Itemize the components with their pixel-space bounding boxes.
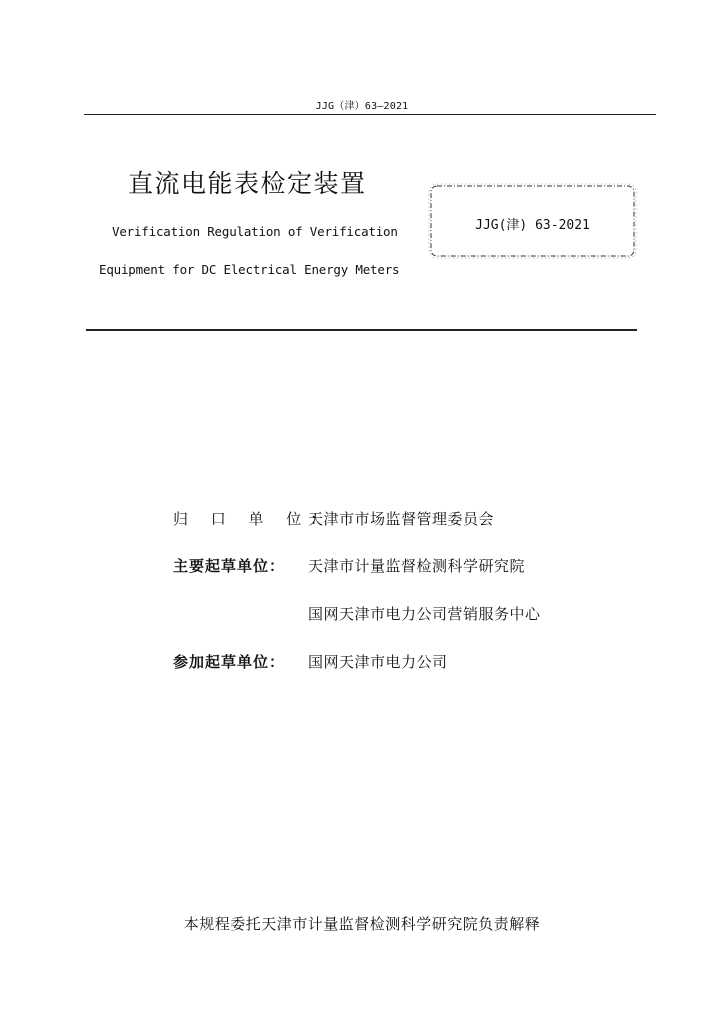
org-value-main-drafting-unit-2: 国网天津市电力公司营销服务中心 bbox=[308, 605, 541, 623]
org-label-main-drafting-unit: 主要起草单位： bbox=[173, 557, 286, 575]
org-value-responsible-unit: 天津市市场监督管理委员会 bbox=[308, 510, 495, 528]
document-title-english-line1: Verification Regulation of Verification bbox=[112, 224, 398, 239]
interpretation-note: 本规程委托天津市计量监督检测科学研究院负责解释 bbox=[183, 915, 541, 933]
org-label-participating-unit: 参加起草单位： bbox=[173, 653, 286, 671]
document-title-english-line2: Equipment for DC Electrical Energy Meters bbox=[99, 262, 400, 277]
header-standard-code: JJG（津）63—2021 bbox=[315, 101, 409, 112]
standard-code-box-text: JJG(津) 63-2021 bbox=[475, 218, 590, 233]
section-divider bbox=[86, 329, 637, 331]
org-value-main-drafting-unit-1: 天津市计量监督检测科学研究院 bbox=[308, 557, 526, 575]
org-value-participating-unit: 国网天津市电力公司 bbox=[308, 653, 448, 671]
org-label-responsible-unit: 归 口 单 位： bbox=[173, 510, 335, 528]
header-divider bbox=[84, 114, 656, 115]
document-title-chinese: 直流电能表检定装置 bbox=[128, 169, 367, 198]
